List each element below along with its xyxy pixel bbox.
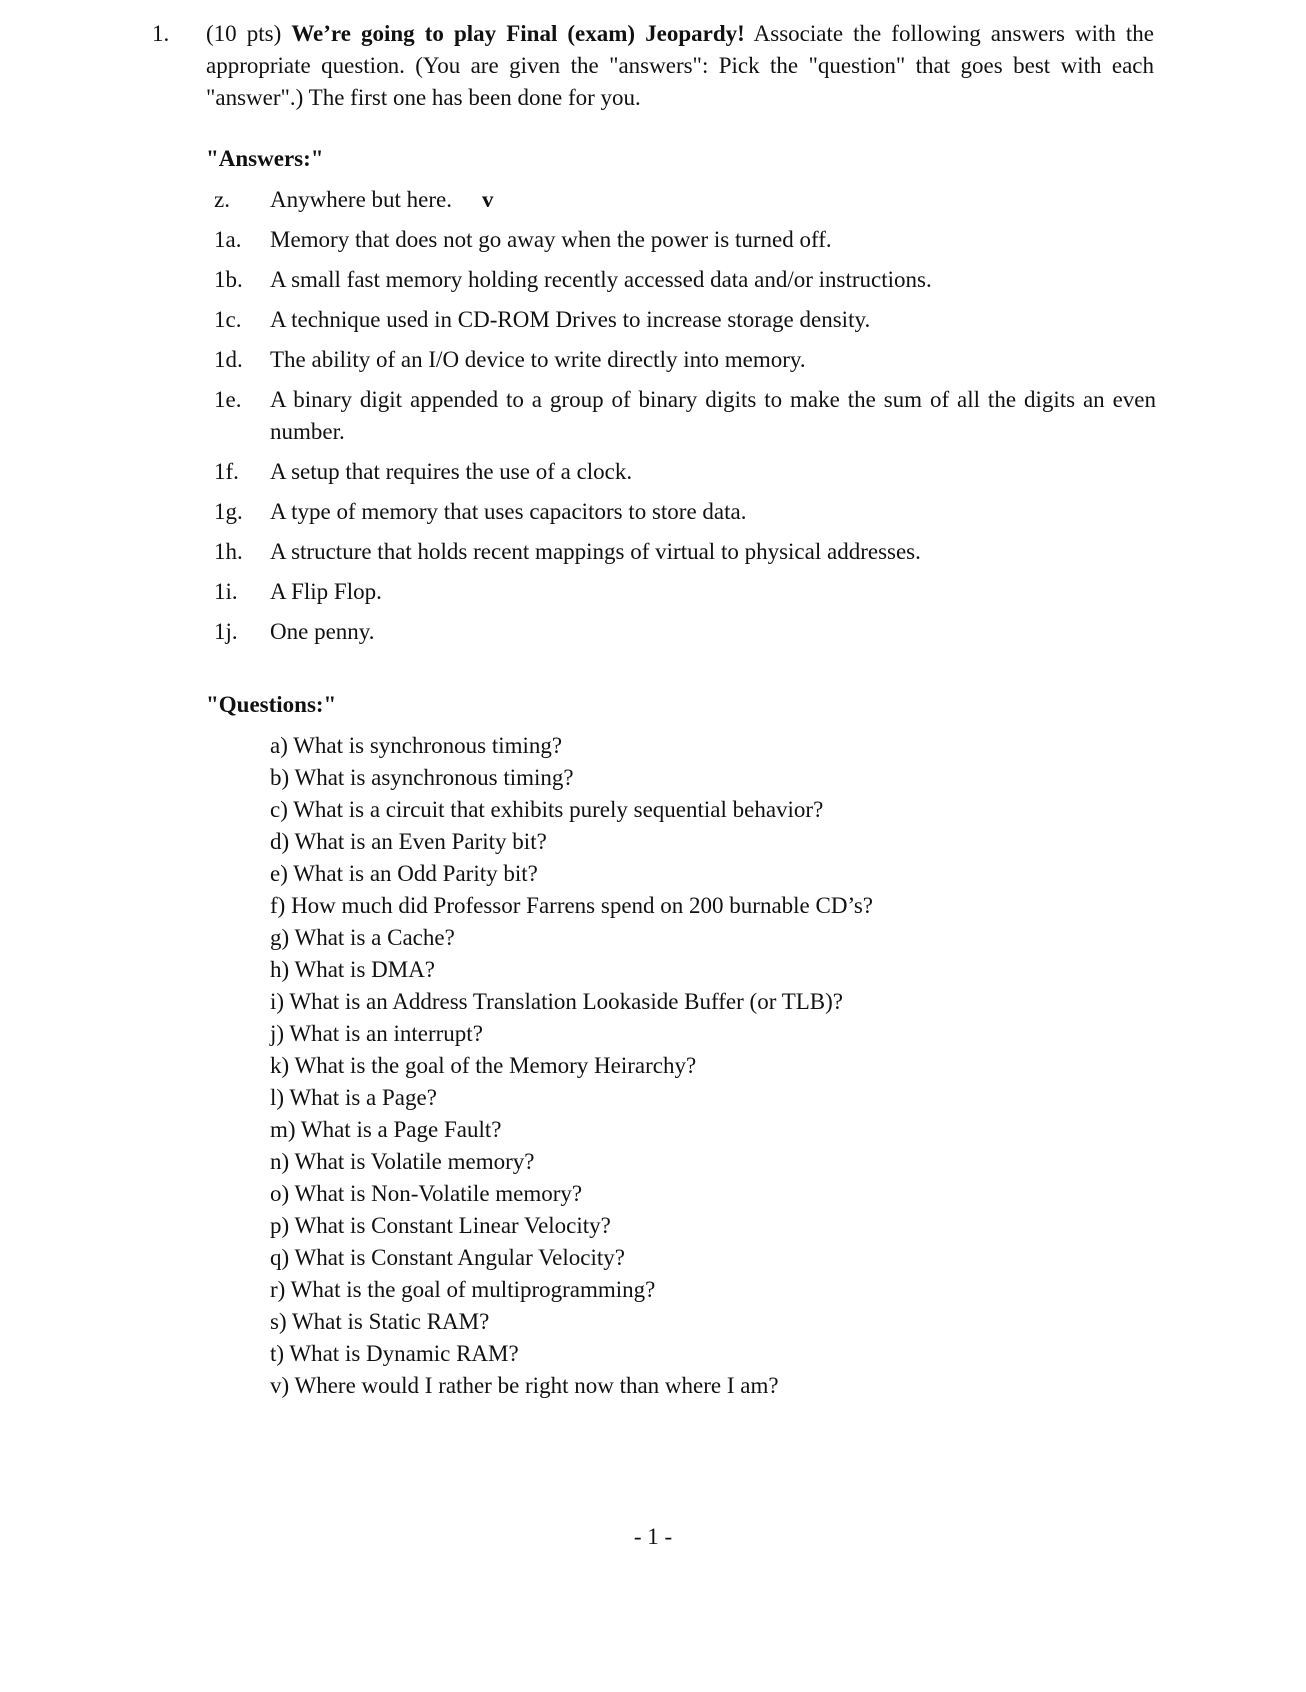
question-item: n) What is Volatile memory? — [270, 1149, 535, 1174]
question-item: j) What is an interrupt? — [270, 1021, 483, 1046]
answer-text: A small fast memory holding recently accessed data and/or instructions. — [270, 267, 932, 292]
question-instructions: Associate the following answers with the appropriate question. (You are given the "answers": Pick the "question" that goes best with each "answer".) The first one has been done for you. — [206, 21, 1155, 110]
answer-label: 1a. — [214, 227, 242, 252]
answer-text: A structure that holds recent mappings of virtual to physical addresses. — [270, 539, 921, 564]
answers-heading: "Answers:" — [206, 146, 324, 171]
answer-text: A type of memory that uses capacitors to store data. — [270, 499, 747, 524]
answer-label: 1h. — [214, 539, 243, 564]
answer-text: A setup that requires the use of a clock. — [270, 459, 633, 484]
answer-text: The ability of an I/O device to write directly into memory. — [270, 347, 806, 372]
answer-item — [206, 536, 1156, 568]
answer-label: 1g. — [214, 499, 243, 524]
answer-item — [206, 224, 1156, 256]
page-number: - 1 - — [633, 1524, 673, 1549]
question-item: c) What is a circuit that exhibits purely sequential behavior? — [270, 797, 824, 822]
answer-label: z. — [214, 187, 230, 212]
question-item: s) What is Static RAM? — [270, 1309, 490, 1334]
answer-label: 1c. — [214, 307, 242, 332]
answer-text: One penny. — [270, 619, 375, 644]
answer-label: 1j. — [214, 619, 238, 644]
answer-text-content: Anywhere but here. — [270, 187, 453, 212]
question-item: l) What is a Page? — [270, 1085, 437, 1110]
answer-mark: v — [482, 187, 494, 212]
answer-text: A technique used in CD-ROM Drives to increase storage density. — [270, 307, 871, 332]
answer-label: 1e. — [214, 387, 242, 412]
answer-label: 1b. — [214, 267, 243, 292]
question-item: t) What is Dynamic RAM? — [270, 1341, 519, 1366]
answer-label: 1i. — [214, 579, 238, 604]
question-item: m) What is a Page Fault? — [270, 1117, 502, 1142]
question-item: q) What is Constant Angular Velocity? — [270, 1245, 625, 1270]
question-item: a) What is synchronous timing? — [270, 733, 563, 758]
questions-list — [270, 730, 1150, 1402]
question-points: (10 pts) — [206, 21, 282, 46]
question-item: g) What is a Cache? — [270, 925, 455, 950]
answer-label: 1f. — [214, 459, 239, 484]
question-item: i) What is an Address Translation Lookaside Buffer (or TLB)? — [270, 989, 844, 1014]
answer-item — [206, 184, 1156, 216]
answer-text — [270, 184, 1156, 216]
question-item: r) What is the goal of multiprogramming? — [270, 1277, 656, 1302]
answer-item — [206, 304, 1156, 336]
answer-text: A Flip Flop. — [270, 579, 382, 604]
question-item: d) What is an Even Parity bit? — [270, 829, 547, 854]
answer-item — [206, 264, 1156, 296]
question-item: h) What is DMA? — [270, 957, 436, 982]
answer-item — [206, 616, 1156, 648]
question-item: k) What is the goal of the Memory Heirarchy? — [270, 1053, 697, 1078]
question-intro — [206, 18, 1154, 114]
question-item: o) What is Non-Volatile memory? — [270, 1181, 583, 1206]
question-item: b) What is asynchronous timing? — [270, 765, 574, 790]
question-item: e) What is an Odd Parity bit? — [270, 861, 538, 886]
answer-item — [206, 576, 1156, 608]
answer-text: A binary digit appended to a group of binary digits to make the sum of all the digits an even number. — [270, 387, 1156, 444]
question-item: f) How much did Professor Farrens spend on 200 burnable CD’s? — [270, 893, 874, 918]
question-item: v) Where would I rather be right now than where I am? — [270, 1373, 779, 1398]
answers-list — [206, 184, 1156, 656]
questions-heading: "Questions:" — [206, 692, 337, 717]
question-number: 1. — [152, 21, 170, 46]
answer-label: 1d. — [214, 347, 243, 372]
answer-item — [206, 496, 1156, 528]
answer-item — [206, 384, 1156, 448]
question-title: We’re going to play Final (exam) Jeopardy! — [291, 21, 745, 46]
answer-item — [206, 456, 1156, 488]
question-item: p) What is Constant Linear Velocity? — [270, 1213, 611, 1238]
answer-item — [206, 344, 1156, 376]
answer-text: Memory that does not go away when the power is turned off. — [270, 227, 832, 252]
